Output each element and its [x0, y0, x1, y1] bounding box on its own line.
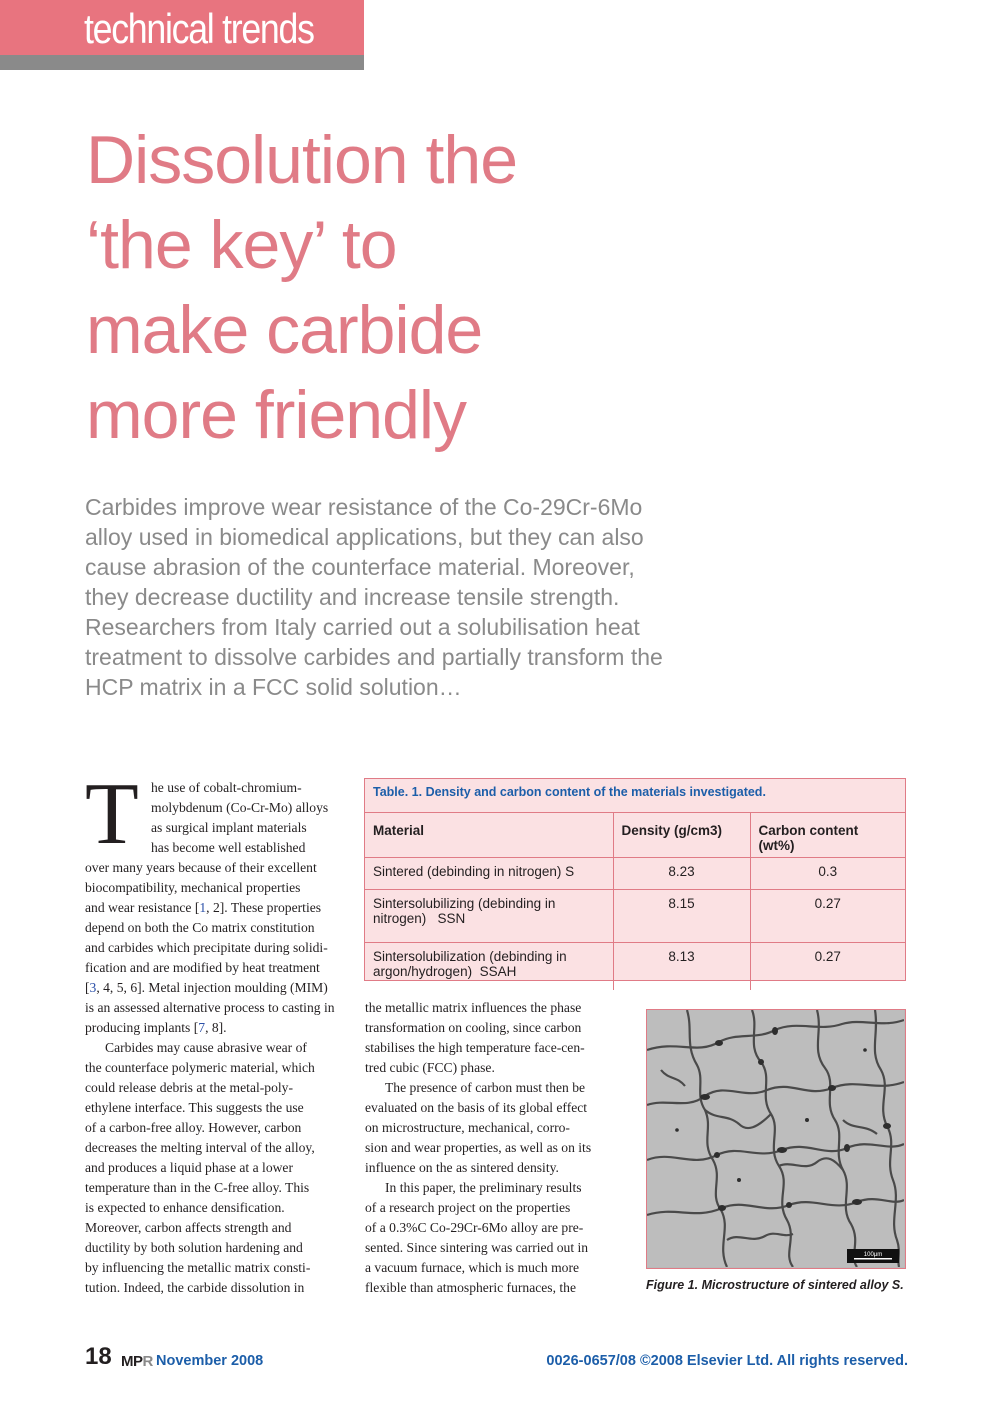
table-row [365, 858, 905, 890]
body-paragraph-5 [365, 1178, 630, 1298]
body-line [85, 978, 347, 998]
cell-line: Sintersolubilization (debinding in [373, 949, 567, 964]
body-line: has become well established [151, 840, 306, 855]
body-line: is an assessed alternative process to casting in [85, 1000, 335, 1015]
table-header: Carbon content (wt%) [750, 813, 905, 858]
body-paragraph-2 [85, 1038, 347, 1298]
micrograph-image [647, 1010, 904, 1267]
body-line: of a research project on the properties [365, 1200, 571, 1215]
body-line: sion and wear properties, as well as on its [365, 1140, 592, 1155]
cell-line: Sintersolubilizing (debinding in [373, 896, 556, 911]
body-line: tred cubic (FCC) phase. [365, 1060, 495, 1075]
section-tab [0, 0, 364, 70]
table-header: Density (g/cm3) [613, 813, 750, 858]
table-cell-material [365, 943, 613, 990]
scale-bar-label: 100μm [863, 1252, 883, 1258]
text: and wear resistance [ [85, 900, 200, 915]
body-line: The presence of carbon must then be [385, 1080, 586, 1095]
standfirst-line: Researchers from Italy carried out a solubilisation heat [85, 614, 640, 640]
table-cell-material [365, 890, 613, 943]
body-line: he use of cobalt-chromium- [151, 780, 302, 795]
table-row [365, 943, 905, 990]
body-line: and carbides which precipitate during solidi- [85, 940, 328, 955]
body-line: temperature than in the C-free alloy. This [85, 1180, 310, 1195]
body-line: influence on the as sintered density. [365, 1160, 559, 1175]
body-line: by influencing the metallic matrix consti- [85, 1260, 311, 1275]
body-line: evaluated on the basis of its global effect [365, 1100, 588, 1115]
body-line: fication and are modified by heat treatment [85, 960, 320, 975]
standfirst-line: Carbides improve wear resistance of the Co-29Cr-6Mo [85, 494, 643, 520]
page-number: 18 [85, 1343, 112, 1370]
logo-part: R [142, 1353, 153, 1370]
text: producing implants [ [85, 1020, 199, 1035]
body-column-2 [365, 998, 630, 1298]
body-line [85, 1018, 347, 1038]
reference-link-1[interactable]: 1 [199, 900, 207, 915]
body-line: of a carbon-free alloy. However, carbon [85, 1120, 302, 1135]
standfirst-line: cause abrasion of the counterface material. Moreover, [85, 554, 635, 580]
data-table [364, 778, 906, 981]
section-label: technical trends [84, 5, 314, 52]
body-line: ethylene interface. This suggests the use [85, 1100, 304, 1115]
standfirst-line: treatment to dissolve carbides and partially transform the [85, 644, 663, 670]
table-header: Material [365, 813, 613, 858]
body-line [85, 898, 347, 918]
article-title [86, 118, 646, 458]
cell-line: argon/hydrogen) SSAH [373, 964, 517, 979]
text: , 4, 5, 6]. Metal injection moulding (MIM) [96, 980, 328, 995]
body-line: on microstructure, mechanical, corro- [365, 1120, 570, 1135]
text: , 2]. These properties [206, 900, 322, 915]
issue-date: November 2008 [156, 1353, 264, 1369]
body-line: transformation on cooling, since carbon [365, 1020, 582, 1035]
table-cell-carbon: 0.27 [814, 949, 841, 964]
title-line: more friendly [86, 377, 467, 453]
body-line: stabilises the high temperature face-cen- [365, 1040, 585, 1055]
table-cell-density: 8.13 [613, 943, 750, 990]
body-line: tution. Indeed, the carbide dissolution in [85, 1280, 305, 1295]
journal-logo [121, 1353, 153, 1370]
standfirst-line: alloy used in biomedical applications, but they can also [85, 524, 644, 550]
logo-part: P [133, 1353, 143, 1370]
table-cell-density: 8.23 [613, 858, 750, 890]
table-header-row [365, 813, 905, 858]
body-line: sented. Since sintering was carried out in [365, 1240, 589, 1255]
body-line: ductility by both solution hardening and [85, 1240, 303, 1255]
body-line: of a 0.3%C Co-29Cr-6Mo alloy are pre- [365, 1220, 584, 1235]
standfirst-line: they decrease ductility and increase tensile strength. [85, 584, 620, 610]
body-paragraph-3 [365, 998, 630, 1078]
logo-part: M [121, 1353, 133, 1370]
text: , 8]. [205, 1020, 227, 1035]
figure-caption: Figure 1. Microstructure of sintered alloy S. [646, 1278, 904, 1292]
table-cell-density: 8.15 [613, 890, 750, 943]
cell-line: nitrogen) SSN [373, 911, 466, 926]
body-column-1 [85, 766, 347, 1298]
body-paragraph-1 [85, 766, 347, 1038]
body-line: depend on both the Co matrix constitution [85, 920, 315, 935]
title-line: ‘the key’ to [86, 207, 397, 283]
standfirst-line: HCP matrix in a FCC solid solution… [85, 674, 462, 700]
body-line: decreases the melting interval of the alloy, [85, 1140, 315, 1155]
body-line: molybdenum (Co-Cr-Mo) alloys [151, 800, 329, 815]
section-tab-bar [0, 55, 364, 70]
table-grid [365, 813, 905, 990]
body-line: Moreover, carbon affects strength and [85, 1220, 292, 1235]
body-line: the metallic matrix influences the phase [365, 1000, 582, 1015]
micrograph-figure [646, 1009, 906, 1269]
body-line: over many years because of their excellent [85, 860, 317, 875]
body-line: the counterface polymeric material, which [85, 1060, 315, 1075]
body-line: a vacuum furnace, which is much more [365, 1260, 580, 1275]
drop-cap: T [85, 766, 139, 863]
reference-link-7[interactable]: 7 [198, 1020, 206, 1035]
body-line: could release debris at the metal-poly- [85, 1080, 293, 1095]
title-line: Dissolution the [86, 122, 518, 198]
table-cell-carbon: 0.27 [750, 890, 905, 943]
body-line: biocompatibility, mechanical properties [85, 880, 301, 895]
reference-link-3[interactable]: 3 [89, 980, 97, 995]
title-line: make carbide [86, 292, 483, 368]
body-line: In this paper, the preliminary results [385, 1180, 582, 1195]
body-line: is expected to enhance densification. [85, 1200, 285, 1215]
table-cell-carbon: 0.3 [750, 858, 905, 890]
standfirst [85, 492, 765, 702]
body-paragraph-4 [365, 1078, 630, 1178]
body-line: Carbides may cause abrasive wear of [105, 1040, 307, 1055]
copyright-notice: 0026-0657/08 ©2008 Elsevier Ltd. All rights reserved. [546, 1353, 908, 1369]
body-line: as surgical implant materials [151, 820, 307, 835]
table-cell-material [365, 858, 613, 890]
body-line: flexible than atmospheric furnaces, the [365, 1280, 576, 1295]
cell-line: Sintered (debinding in nitrogen) S [373, 864, 575, 879]
body-line: and produces a liquid phase at a lower [85, 1160, 293, 1175]
table-row [365, 890, 905, 943]
table-caption: Table. 1. Density and carbon content of the materials investigated. [365, 779, 905, 813]
text: [ [85, 980, 90, 995]
